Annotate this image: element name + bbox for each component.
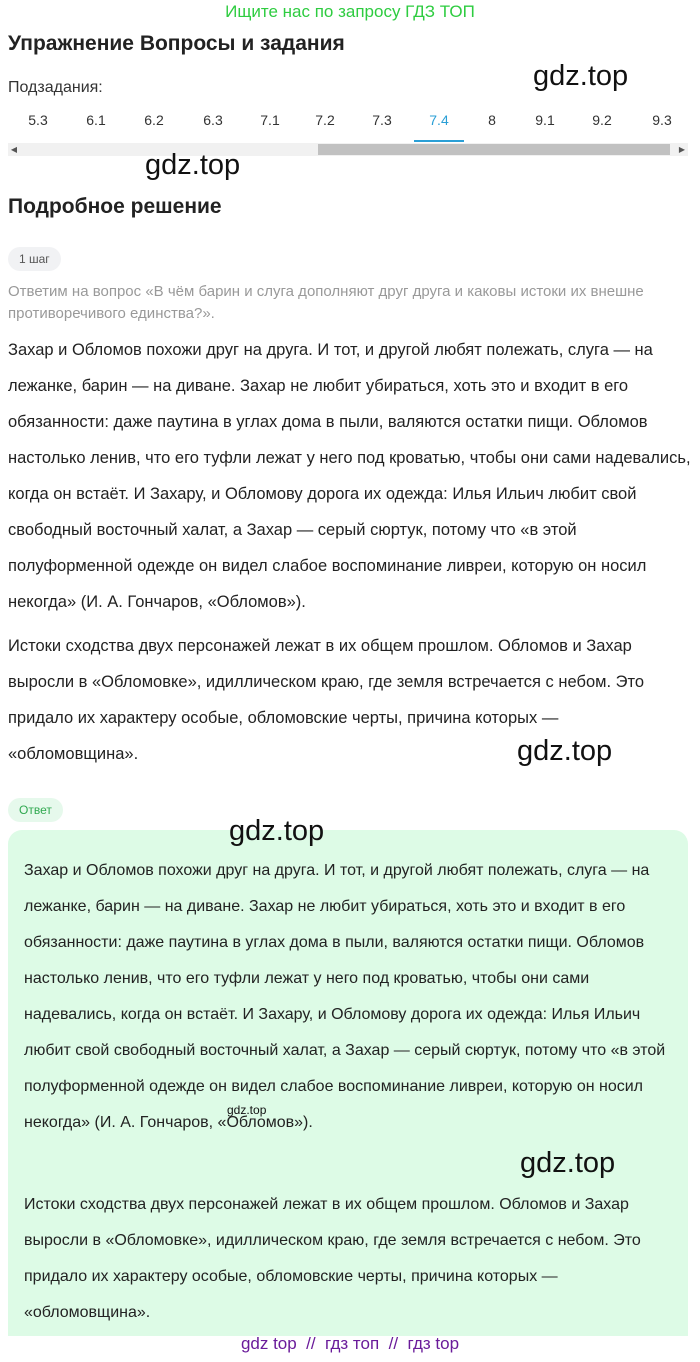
tab-9-2[interactable]: 9.2 xyxy=(592,112,612,128)
top-banner[interactable]: Ищите нас по запросу ГДЗ ТОП xyxy=(225,2,475,21)
watermark: gdz.top xyxy=(517,735,613,767)
exercise-title: Упражнение Вопросы и задания xyxy=(8,32,345,55)
watermark: gdz.top xyxy=(533,60,629,92)
tab-9-1[interactable]: 9.1 xyxy=(535,112,555,128)
watermark: gdz.top xyxy=(520,1147,616,1179)
tab-7-4[interactable]: 7.4 xyxy=(414,108,464,142)
tabs-scrollbar[interactable] xyxy=(8,143,688,156)
tab-6-2[interactable]: 6.2 xyxy=(144,112,164,128)
question-intro: Ответим на вопрос «В чём барин и слуга дополняют друг друга и каковы истоки их внешне противоречивого единства?». xyxy=(8,283,644,322)
subtasks-label: Подзадания: xyxy=(8,79,103,96)
scroll-right-arrow-icon[interactable]: ▶ xyxy=(678,145,686,154)
step-badge: 1 шаг xyxy=(8,247,61,271)
solution-paragraph: Истоки сходства двух персонажей лежат в их общем прошлом. Обломов и Захар выросли в «Обломовке», идиллическом краю, где земля встречается с небом. Это придало их характеру особые, обломовские черты, причина которых — «обломовщина». xyxy=(8,637,645,763)
subtask-tabs xyxy=(0,108,700,142)
tab-6-3[interactable]: 6.3 xyxy=(203,112,223,128)
tab-9-3[interactable]: 9.3 xyxy=(652,112,672,128)
tab-7-2[interactable]: 7.2 xyxy=(315,112,335,128)
watermark: gdz.top xyxy=(227,1103,267,1117)
scroll-thumb[interactable] xyxy=(318,144,670,155)
watermark: gdz.top xyxy=(229,815,325,847)
solution-title: Подробное решение xyxy=(8,195,222,218)
answer-paragraph: Истоки сходства двух персонажей лежат в их общем прошлом. Обломов и Захар выросли в «Обломовке», идиллическом краю, где земля встречается с небом. Это придало их характеру особые, обломовские черты, причина которых — «обломовщина». xyxy=(24,1196,641,1321)
solution-paragraph: Захар и Обломов похожи друг на друга. И тот, и другой любят полежать, слуга — на лежанке, барин — на диване. Захар не любит убираться, хоть это и входит в его обязанности: даже паутина в углах дома в пыли, валяются остатки пищи. Обломов настолько ленив, что его туфли лежат у него под кроватью, чтобы они сами надевались, когда он встаёт. И Захару, и Обломову дорога их одежда: Илья Ильич любит свой свободный восточный халат, а Захар — серый сюртук, потому что «в этой полуформенной одежде он видел слабое воспоминание ливреи, которую он носил некогда» (И. А. Гончаров, «Обломов»). xyxy=(8,341,691,611)
tab-6-1[interactable]: 6.1 xyxy=(86,112,106,128)
watermark: gdz.top xyxy=(145,149,241,181)
answer-badge: Ответ xyxy=(8,798,63,822)
answer-paragraph: Захар и Обломов похожи друг на друга. И тот, и другой любят полежать, слуга — на лежанке, барин — на диване. Захар не любит убираться, хоть это и входит в его обязанности: даже паутина в углах дома в пыли, валяются остатки пищи. Обломов настолько ленив, что его туфли лежат у него под кроватью, чтобы они сами надевались, когда он встаёт. И Захару, и Обломову дорога их одежда: Илья Ильич любит свой свободный восточный халат, а Захар — серый сюртук, потому что «в этой полуформенной одежде он видел слабое воспоминание ливреи, которую он носил некогда» (И. А. Гончаров, «Обломов»). xyxy=(24,862,666,1131)
tab-5-3[interactable]: 5.3 xyxy=(28,112,48,128)
footer-links[interactable]: gdz top // гдз топ // гдз top xyxy=(240,1334,460,1353)
tab-7-1[interactable]: 7.1 xyxy=(260,112,280,128)
scroll-left-arrow-icon[interactable]: ◀ xyxy=(10,145,18,154)
tab-7-3[interactable]: 7.3 xyxy=(372,112,392,128)
tab-8[interactable]: 8 xyxy=(488,112,496,128)
